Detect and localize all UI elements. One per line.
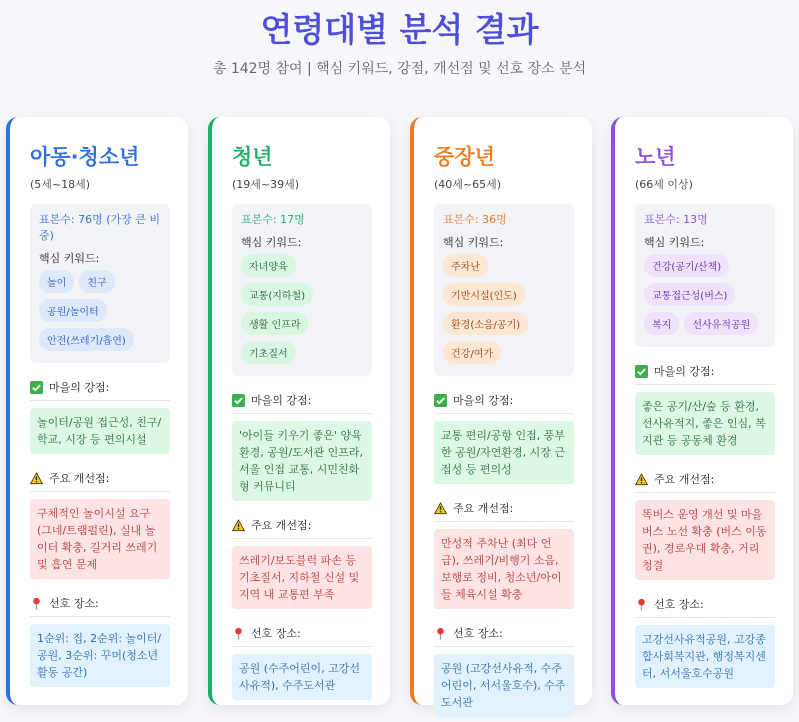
keyword-tag: 선사유적공원 — [684, 312, 758, 335]
places-label: 선호 장소: — [251, 627, 301, 640]
sample-size: 표본수: 17명 — [241, 213, 305, 226]
improvements-text: 구체적인 놀이시설 요구(그네/트램펄린), 실내 놀이터 확충, 길거리 쓰레기 및 흡연 문제 — [30, 499, 170, 579]
keywords-label: 핵심 키워드: — [644, 236, 705, 249]
pin-icon — [434, 627, 447, 640]
improvements-heading — [232, 517, 372, 539]
keyword-tag: 교통접근성(버스) — [644, 283, 735, 306]
keyword-list — [644, 254, 766, 341]
improvements-text: 만성적 주차난 (최다 언급), 쓰레기/비행기 소음, 보행로 정비, 청소년/아이들 체육시설 확충 — [434, 529, 574, 609]
improvements-heading — [434, 500, 574, 522]
sample-size: 표본수: 13명 — [644, 213, 708, 226]
improvements-label: 주요 개선점: — [49, 472, 110, 485]
info-box — [30, 204, 170, 363]
strengths-heading — [434, 392, 574, 414]
strengths-text: 좋은 공기/산/숲 등 환경, 선사유적지, 좋은 인심, 복지관 등 공동체 환경 — [635, 392, 775, 455]
age-group-card-middle — [410, 117, 592, 709]
check-icon — [232, 394, 245, 407]
places-heading — [232, 625, 372, 647]
improvements-label: 주요 개선점: — [654, 473, 715, 486]
keyword-list — [241, 254, 363, 370]
age-group-card-youth — [208, 117, 390, 705]
card-title: 아동·청소년 — [30, 145, 140, 169]
strengths-text: '아이들 키우기 좋은' 양육 환경, 공원/도서관 인프라, 서울 인접 교통, 시민친화형 커뮤니티 — [232, 421, 372, 501]
improvements-label: 주요 개선점: — [453, 502, 514, 515]
age-range: (19세~39세) — [232, 178, 300, 191]
keyword-tag: 건강(공기/산책) — [644, 254, 729, 277]
keyword-tag: 공원/놀이터 — [39, 299, 107, 322]
check-icon — [30, 381, 43, 394]
places-label: 선호 장소: — [49, 597, 99, 610]
keyword-list — [443, 254, 565, 370]
places-heading — [635, 596, 775, 618]
keyword-tag: 환경(소음/공기) — [443, 312, 528, 335]
places-text: 고강선사유적공원, 고강종합사회복지관, 행정복지센터, 서서울호수공원 — [635, 625, 775, 688]
warning-icon — [635, 473, 648, 486]
places-text: 공원 (수주어린이, 고강선사유적), 수주도서관 — [232, 654, 372, 700]
keyword-tag: 주차난 — [443, 254, 488, 277]
strengths-text: 교통 편리/공항 인접, 풍부한 공원/자연환경, 시장 근접성 등 편의성 — [434, 421, 574, 484]
keyword-tag: 놀이 — [39, 270, 74, 293]
keyword-tag: 건강/여가 — [443, 341, 501, 364]
check-icon — [635, 365, 648, 378]
sample-size: 표본수: 36명 — [443, 213, 507, 226]
strengths-label: 마을의 강점: — [251, 394, 312, 407]
check-icon — [434, 394, 447, 407]
strengths-label: 마을의 강점: — [49, 381, 110, 394]
places-label: 선호 장소: — [453, 627, 503, 640]
info-box — [434, 204, 574, 376]
info-box — [635, 204, 775, 347]
keyword-tag: 기초질서 — [241, 341, 296, 364]
strengths-heading — [30, 379, 170, 401]
strengths-text: 놀이터/공원 접근성, 친구/학교, 시장 등 편의시설 — [30, 408, 170, 454]
keyword-tag: 친구 — [79, 270, 114, 293]
improvements-label: 주요 개선점: — [251, 519, 312, 532]
strengths-label: 마을의 강점: — [453, 394, 514, 407]
places-text: 1순위: 집, 2순위: 놀이터/공원, 3순위: 꾸머(청소년 활동 공간) — [30, 624, 170, 687]
keywords-label: 핵심 키워드: — [443, 236, 504, 249]
sample-size: 표본수: 76명 (가장 큰 비중) — [39, 213, 160, 242]
keywords-label: 핵심 키워드: — [241, 236, 302, 249]
age-range: (40세~65세) — [434, 178, 502, 191]
warning-icon — [30, 472, 43, 485]
card-title: 청년 — [232, 145, 273, 169]
keyword-tag: 안전(쓰레기/흡연) — [39, 328, 134, 351]
age-range: (66세 이상) — [635, 178, 693, 191]
page-subtitle: 총 142명 참여 | 핵심 키워드, 강점, 개선점 및 선호 장소 분석 — [212, 61, 587, 77]
pin-icon — [635, 598, 648, 611]
places-heading — [434, 625, 574, 647]
places-text: 공원 (고강선사유적, 수주어린이, 서서울호수), 수주도서관 — [434, 654, 574, 717]
pin-icon — [232, 627, 245, 640]
improvements-text: 쓰레기/보도블럭 파손 등 기초질서, 지하철 신설 및 지역 내 교통편 부족 — [232, 546, 372, 609]
card-title: 노년 — [635, 145, 676, 169]
age-group-card-senior — [611, 117, 793, 705]
places-label: 선호 장소: — [654, 598, 704, 611]
card-title: 중장년 — [434, 145, 495, 169]
keyword-tag: 복지 — [644, 312, 679, 335]
age-group-card-children — [6, 117, 188, 705]
keywords-label: 핵심 키워드: — [39, 252, 100, 265]
improvements-heading — [635, 471, 775, 493]
improvements-heading — [30, 470, 170, 492]
pin-icon — [30, 597, 43, 610]
keyword-tag: 자녀양육 — [241, 254, 296, 277]
keyword-tag: 교통(지하철) — [241, 283, 313, 306]
info-box — [232, 204, 372, 376]
page-title: 연령대별 분석 결과 — [260, 10, 539, 49]
strengths-label: 마을의 강점: — [654, 365, 715, 378]
keyword-list — [39, 270, 161, 357]
warning-icon — [434, 502, 447, 515]
improvements-text: 똑버스 운영 개선 및 마을버스 노선 확충 (버스 이동권), 경로우대 확충, 거리 청결 — [635, 500, 775, 580]
age-range: (5세~18세) — [30, 178, 91, 191]
places-heading — [30, 595, 170, 617]
keyword-tag: 생활 인프라 — [241, 312, 308, 335]
warning-icon — [232, 519, 245, 532]
keyword-tag: 기반시설(인도) — [443, 283, 525, 306]
strengths-heading — [635, 363, 775, 385]
strengths-heading — [232, 392, 372, 414]
